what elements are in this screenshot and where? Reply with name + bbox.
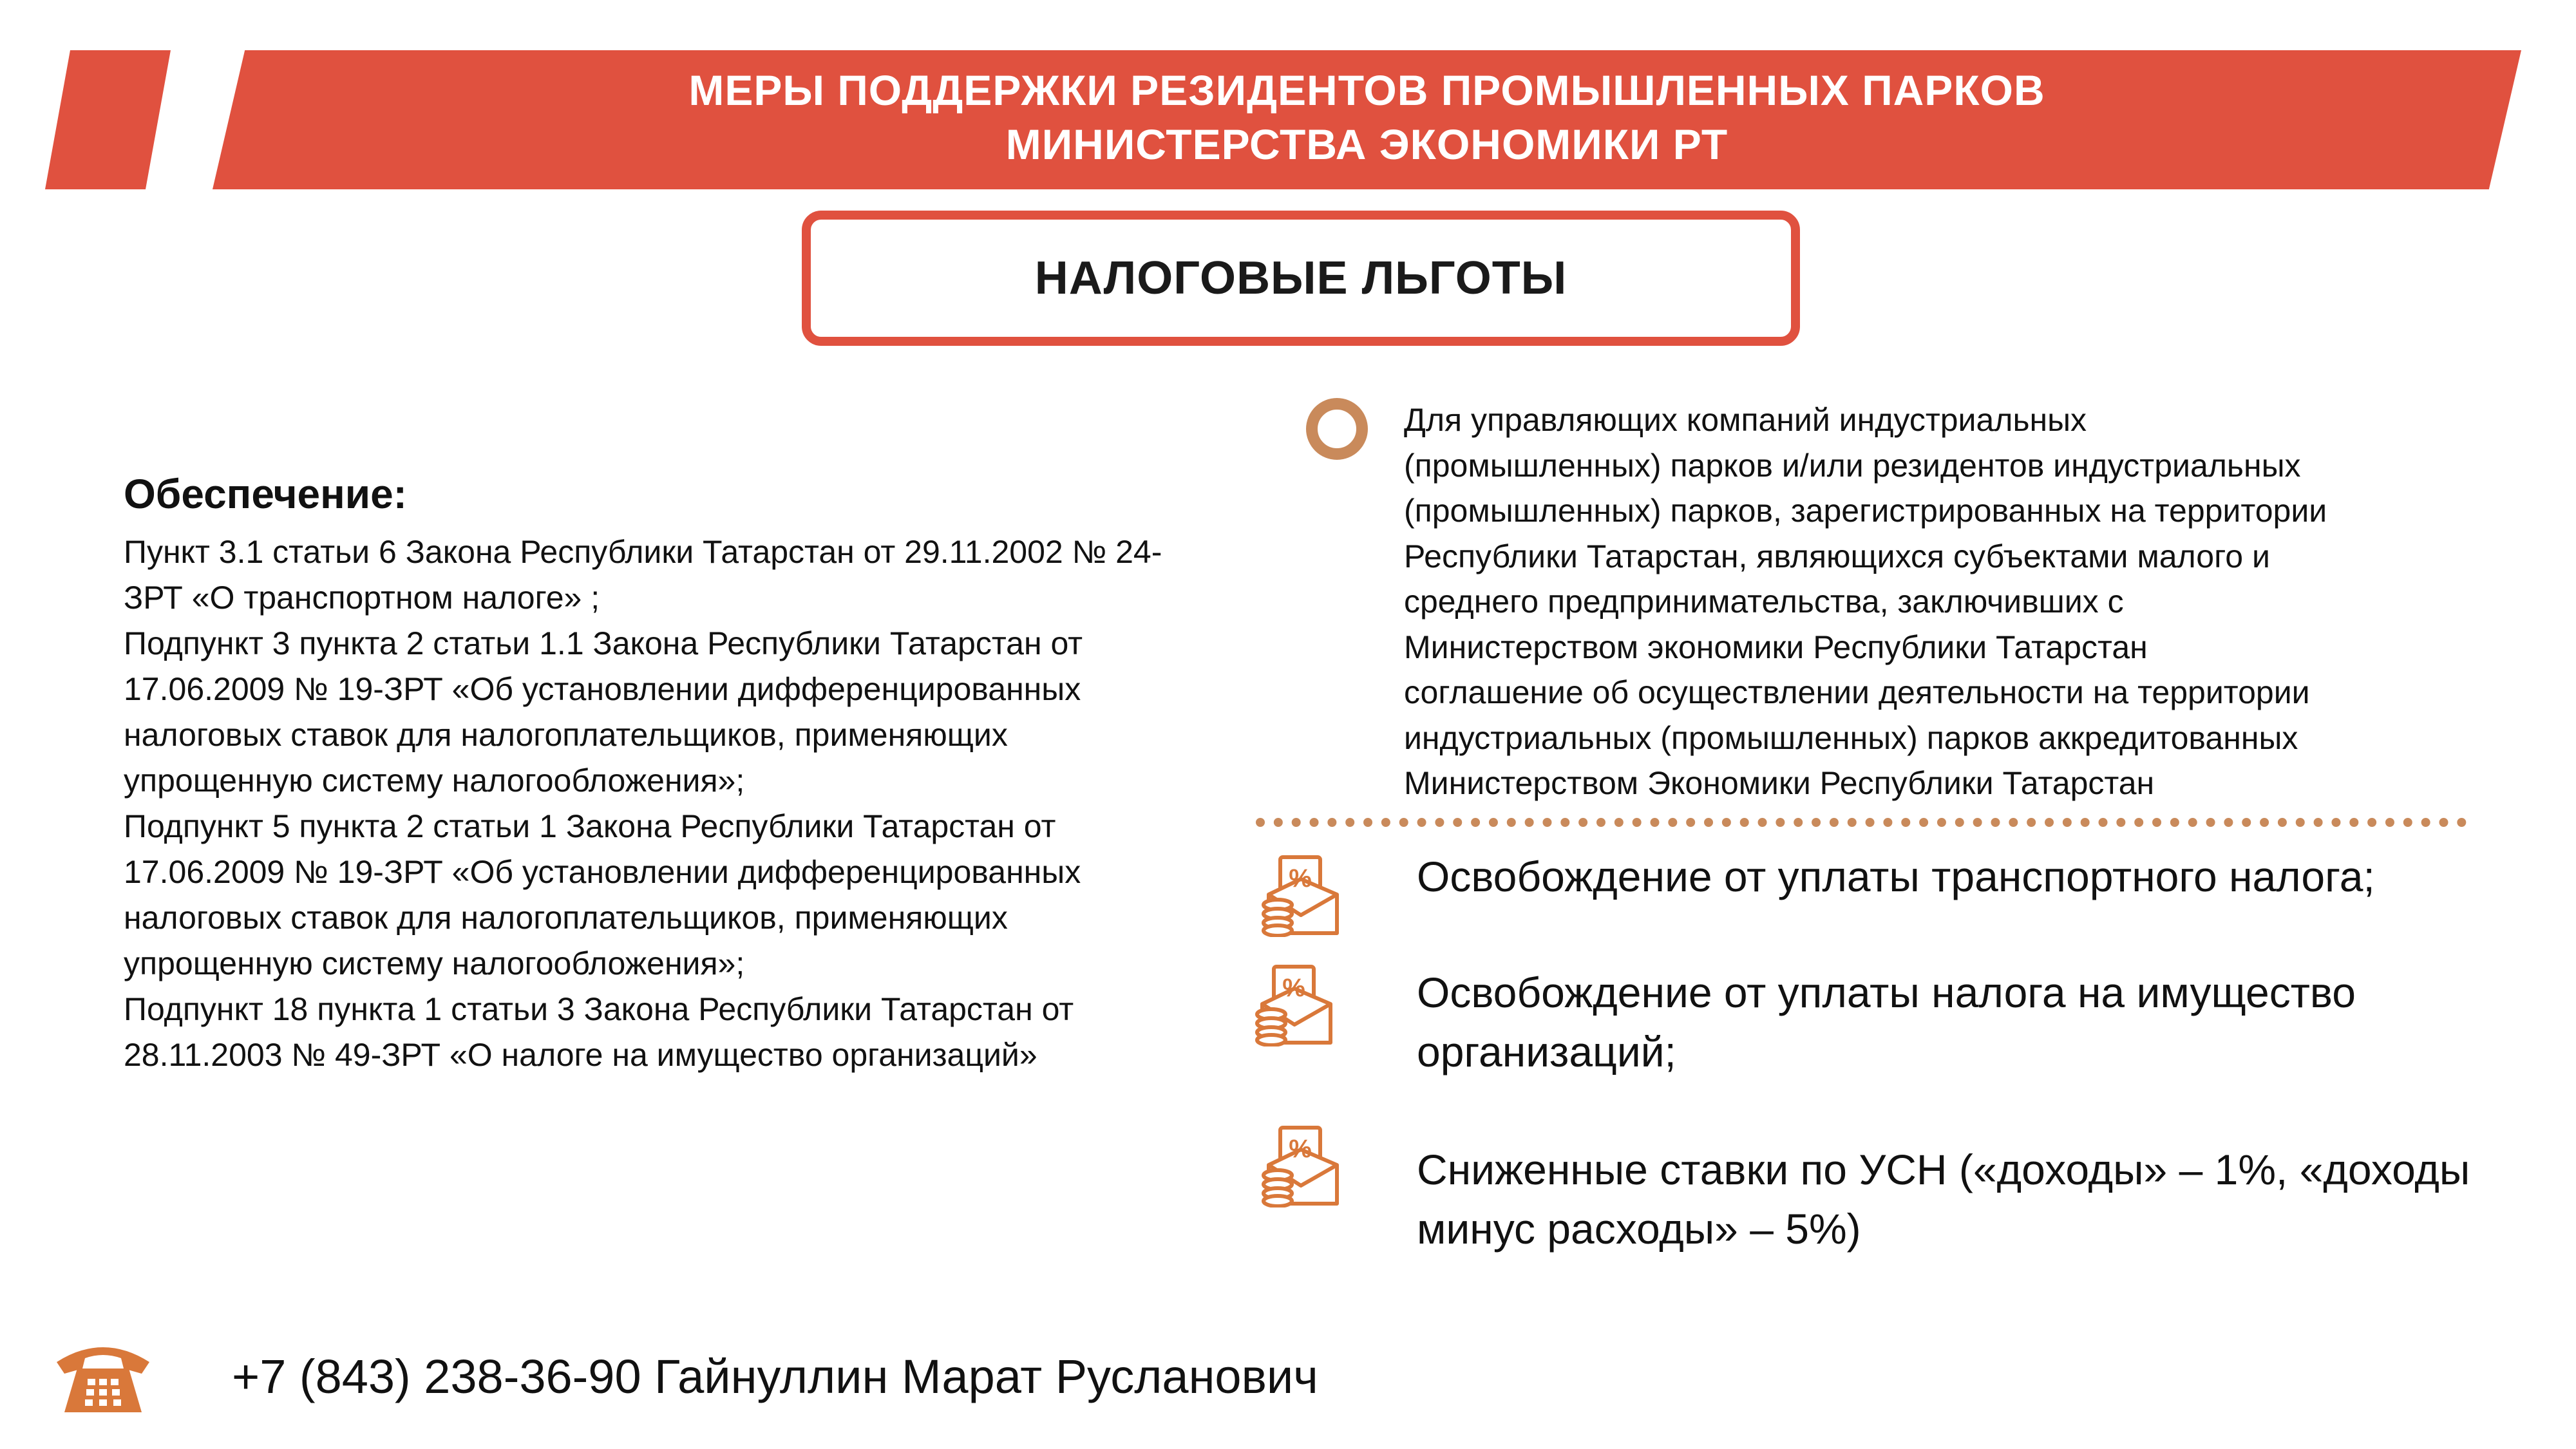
page-title-line2: МИНИСТЕРСТВА ЭКОНОМИКИ РТ (1005, 120, 1728, 168)
section-label-box (802, 211, 1800, 346)
percent-coins-icon (1249, 963, 1340, 1046)
legal-basis-item: Пункт 3.1 статьи 6 Закона Республики Татарстан от 29.11.2002 № 24-ЗРТ «О транспортном налоге» ; (124, 534, 1162, 616)
legal-basis-heading: Обеспечение: (124, 471, 407, 517)
svg-text:%: % (1289, 1135, 1312, 1163)
benefit-item: Сниженные ставки по УСН («доходы» – 1%, «доходы минус расходы» – 5%) (1417, 1146, 2470, 1253)
eligibility-line: (промышленных) парков и/или резидентов индустриальных (1404, 447, 2301, 484)
legal-basis (124, 470, 1206, 1078)
header-accent-shape (45, 50, 171, 189)
eligibility-line: индустриальных (промышленных) парков аккредитованных (1404, 719, 2298, 756)
eligibility-line: Республики Татарстан, являющихся субъектами малого и (1404, 538, 2270, 574)
contact-info: +7 (843) 238-36-90 Гайнуллин Марат Русланович (232, 1350, 1318, 1403)
svg-text:%: % (1289, 864, 1312, 893)
eligibility-line: Министерством экономики Республики Татарстан (1404, 629, 2148, 665)
phone-icon (52, 1336, 155, 1414)
legal-basis-item: Подпункт 3 пункта 2 статьи 1.1 Закона Республики Татарстан от 17.06.2009 № 19-ЗРТ «Об установлении дифференцированных налоговых ставок для налогоплательщиков, применяющих упрощенную систему налогообложения»; (124, 625, 1083, 799)
legal-basis-item: Подпункт 18 пункта 1 статьи 3 Закона Республики Татарстан от 28.11.2003 № 49-ЗРТ «О налоге на имущество организаций» (124, 991, 1074, 1073)
eligibility-line: (промышленных) парков, зарегистрированных на территории (1404, 493, 2327, 529)
percent-coins-icon (1256, 853, 1346, 937)
legal-basis-item: Подпункт 5 пункта 2 статьи 1 Закона Республики Татарстан от 17.06.2009 № 19-ЗРТ «Об установлении дифференцированных налоговых ставок для налогоплательщиков, применяющих упрощенную систему налогообложения»; (124, 808, 1081, 981)
benefit-item: Освобождение от уплаты налога на имущество организаций; (1417, 969, 2356, 1075)
ring-bullet-icon (1306, 398, 1368, 460)
eligibility-text (1404, 397, 2467, 806)
section-label: НАЛОГОВЫЕ ЛЬГОТЫ (1034, 252, 1567, 304)
eligibility-line: соглашение об осуществлении деятельности на территории (1404, 674, 2310, 710)
eligibility-line: Для управляющих компаний индустриальных (1404, 402, 2087, 438)
eligibility-line: среднего предпринимательства, заключивших с (1404, 583, 2124, 620)
page-title-line1: МЕРЫ ПОДДЕРЖКИ РЕЗИДЕНТОВ ПРОМЫШЛЕННЫХ ПАРКОВ (688, 66, 2045, 114)
svg-text:%: % (1282, 974, 1305, 1002)
eligibility-line: Министерством Экономики Республики Татарстан (1404, 765, 2155, 801)
dotted-divider (1256, 818, 2467, 827)
percent-coins-icon (1256, 1124, 1346, 1208)
page-title (213, 63, 2521, 171)
benefit-item: Освобождение от уплаты транспортного налога; (1417, 853, 2375, 900)
